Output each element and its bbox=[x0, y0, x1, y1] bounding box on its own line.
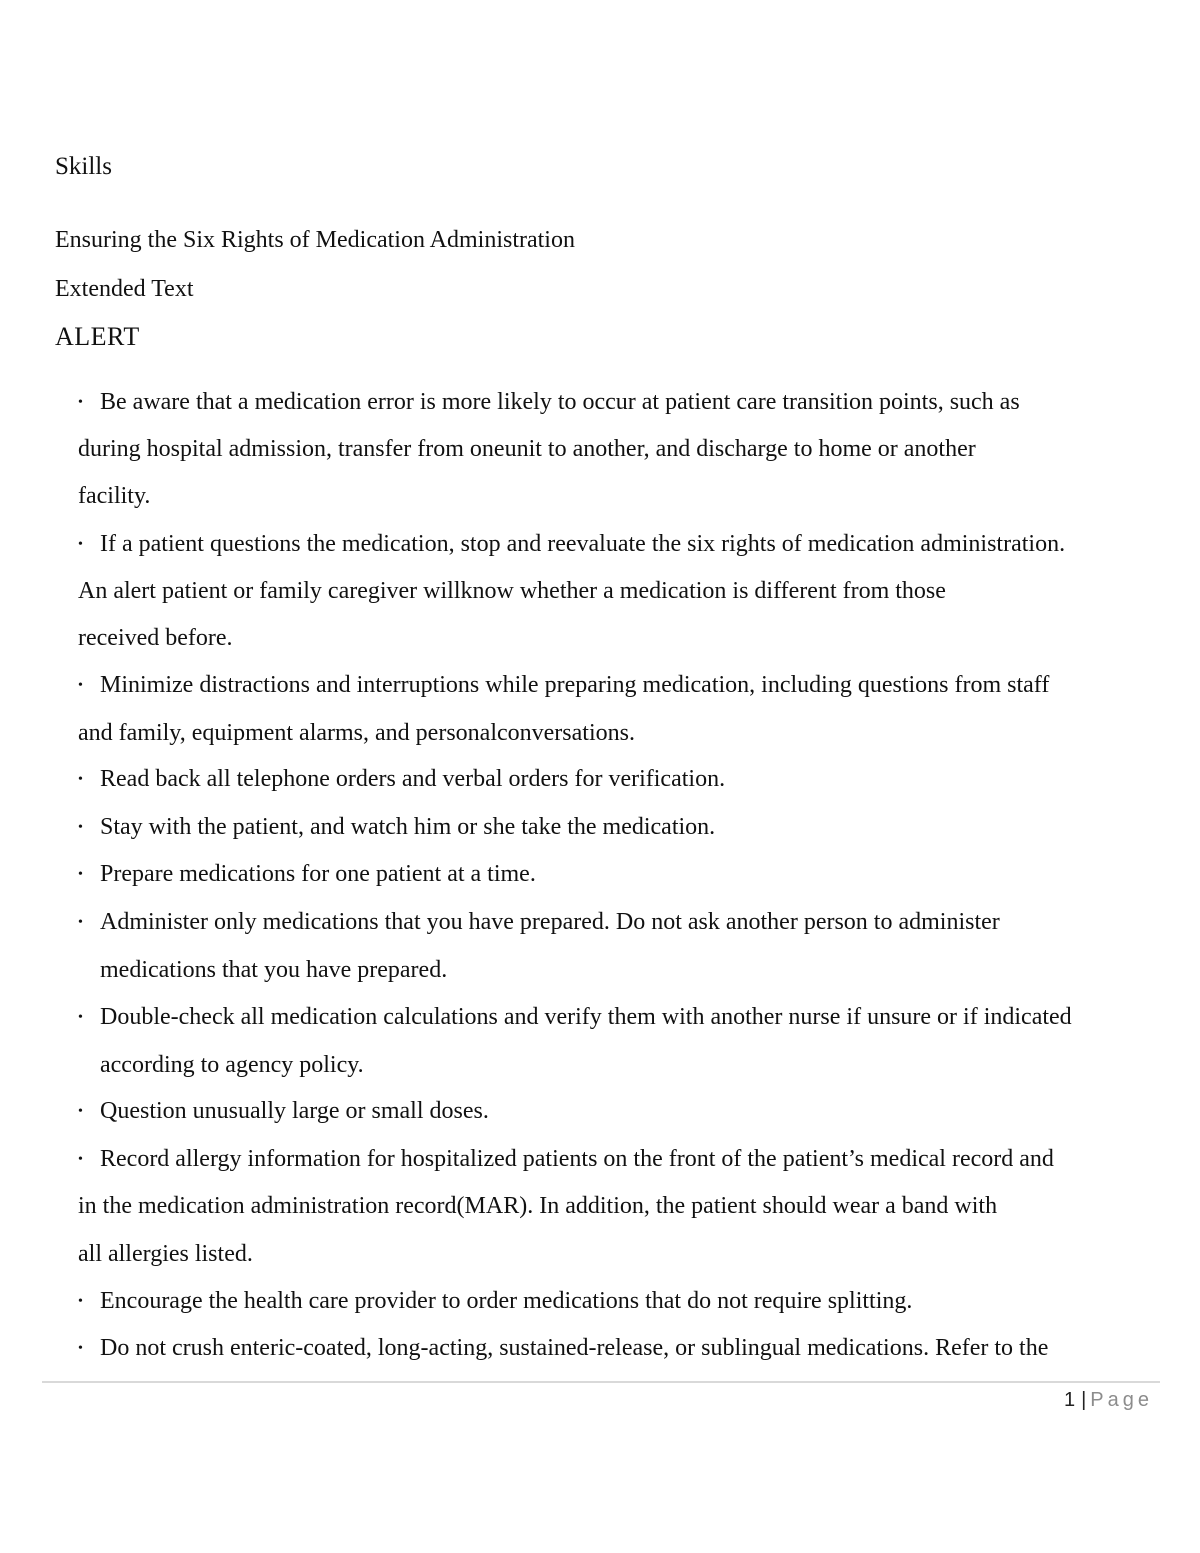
footer-separator: | bbox=[1081, 1389, 1087, 1411]
list-item-text: during hospital admission, transfer from oneunit to another, and discharge to home or another bbox=[78, 436, 976, 462]
bullet-marker: • bbox=[78, 915, 83, 930]
list-item-text: Administer only medications that you have prepared. Do not ask another person to administer bbox=[100, 909, 1000, 935]
list-item-text: Be aware that a medication error is more likely to occur at patient care transition points, such as bbox=[100, 389, 1020, 415]
section-label: Skills bbox=[55, 153, 112, 180]
list-item-text: facility. bbox=[78, 483, 151, 509]
list-item-text: An alert patient or family caregiver willknow whether a medication is different from those bbox=[78, 578, 946, 604]
bullet-marker: • bbox=[78, 1341, 83, 1356]
bullet-marker: • bbox=[78, 820, 83, 835]
list-item-text: If a patient questions the medication, stop and reevaluate the six rights of medication administration. bbox=[100, 531, 1066, 557]
list-item-text: Double-check all medication calculations and verify them with another nurse if unsure or if indicated bbox=[100, 1004, 1072, 1030]
page-footer bbox=[1064, 1386, 1153, 1414]
footer-divider bbox=[42, 1381, 1160, 1383]
list-item-text: medications that you have prepared. bbox=[100, 957, 448, 983]
page-number: 1 bbox=[1063, 1389, 1076, 1411]
bullet-marker: • bbox=[78, 1104, 83, 1119]
document-title: Ensuring the Six Rights of Medication Administration bbox=[55, 227, 575, 253]
bullet-marker: • bbox=[78, 678, 83, 693]
bullet-marker: • bbox=[78, 1010, 83, 1025]
alert-heading: ALERT bbox=[55, 322, 140, 351]
list-item-text: Do not crush enteric-coated, long-acting, sustained-release, or sublingual medications. Refer to the bbox=[100, 1335, 1049, 1361]
bullet-marker: • bbox=[78, 772, 83, 787]
list-item-text: and family, equipment alarms, and personalconversations. bbox=[78, 720, 635, 746]
list-item-text: Record allergy information for hospitalized patients on the front of the patient’s medical record and bbox=[100, 1146, 1054, 1172]
bullet-marker: • bbox=[78, 867, 83, 882]
page-label: Page bbox=[1090, 1389, 1153, 1411]
list-item-text: all allergies listed. bbox=[78, 1241, 253, 1267]
bullet-marker: • bbox=[78, 395, 83, 410]
list-item-text: Prepare medications for one patient at a time. bbox=[100, 861, 536, 887]
list-item-text: in the medication administration record(MAR). In addition, the patient should wear a band with bbox=[78, 1193, 998, 1219]
document-subtitle: Extended Text bbox=[55, 276, 194, 302]
list-item-text: Encourage the health care provider to order medications that do not require splitting. bbox=[100, 1288, 913, 1314]
list-item-text: according to agency policy. bbox=[100, 1052, 364, 1078]
bullet-marker: • bbox=[78, 537, 83, 552]
bullet-marker: • bbox=[78, 1152, 83, 1167]
list-item-text: received before. bbox=[78, 625, 233, 651]
list-item-text: Stay with the patient, and watch him or she take the medication. bbox=[100, 814, 716, 840]
list-item-text: Read back all telephone orders and verbal orders for verification. bbox=[100, 766, 726, 792]
list-item-text: Minimize distractions and interruptions while preparing medication, including questions from staff bbox=[100, 672, 1050, 698]
bullet-marker: • bbox=[78, 1294, 83, 1309]
list-item-text: Question unusually large or small doses. bbox=[100, 1098, 489, 1124]
